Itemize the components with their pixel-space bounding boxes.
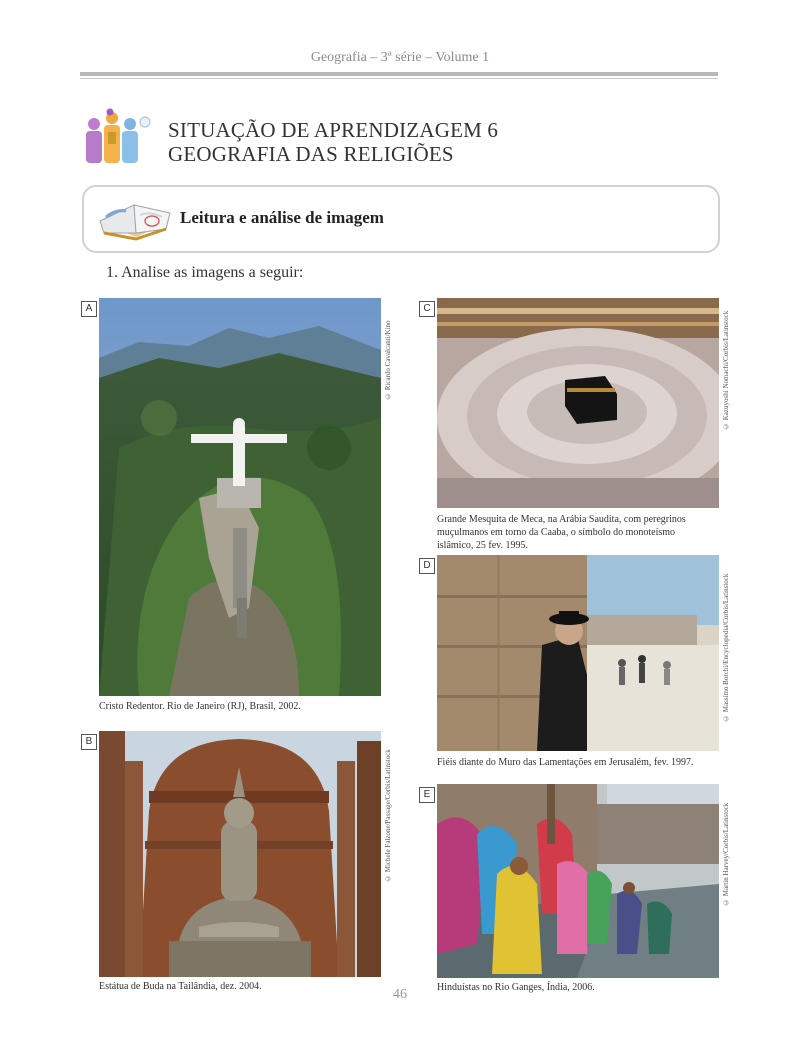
open-book-icon — [96, 193, 176, 245]
figure-letter-b: B — [81, 734, 97, 750]
caption-c-line2: muçulmanos em torno da Caaba, o símbolo do monoteísmo — [437, 527, 676, 538]
photo-christ-redeemer — [99, 298, 381, 696]
caption-c-line3: islâmico, 25 fev. 1995. — [437, 540, 529, 551]
caption-c — [437, 513, 686, 552]
section-box — [82, 185, 720, 253]
caption-a: Cristo Redentor. Rio de Janeiro (RJ), Brasil, 2002. — [99, 701, 301, 712]
figure-letter-d: D — [419, 558, 435, 574]
figure-letter-c: C — [419, 301, 435, 317]
page-title: SITUAÇÃO DE APRENDIZAGEM 6 — [168, 118, 499, 142]
photo-credit-e: © Martin Harvey/Corbis/Latinstock — [722, 802, 730, 906]
figure-letter-e: E — [419, 787, 435, 803]
photo-western-wall — [437, 555, 719, 751]
running-head: Geografia – 3ª série – Volume 1 — [310, 50, 490, 65]
photo-credit-d: © Massimo Borchi/Encyclopedia/Corbis/Latinstock — [722, 573, 730, 722]
section-title: Leitura e análise de imagem — [180, 208, 384, 227]
page-number: 46 — [393, 987, 407, 1002]
page-subtitle: GEOGRAFIA DAS RELIGIÕES — [168, 142, 454, 166]
photo-buddha-statue — [99, 731, 381, 977]
photo-credit-c: © Kazuyoshi Nomachi/Corbis/Latinstock — [722, 310, 730, 430]
caption-c-line1: Grande Mesquita de Meca, na Arábia Saudita, com peregrinos — [437, 514, 686, 525]
question-text: 1. Analise as imagens a seguir: — [106, 264, 304, 281]
figure-letter-a: A — [81, 301, 97, 317]
caption-e: Hinduístas no Rio Ganges, Índia, 2006. — [437, 982, 595, 993]
photo-mecca-mosque — [437, 298, 719, 508]
photo-ganges-river — [437, 784, 719, 978]
caption-d: Fiéis diante do Muro das Lamentações em Jerusalém, fev. 1997. — [437, 757, 694, 768]
photo-credit-a: © Ricardo Cavalcanti/Kino — [384, 320, 392, 400]
caption-b: Estátua de Buda na Tailândia, dez. 2004. — [99, 981, 262, 992]
header-rule-thin — [80, 78, 718, 79]
people-group-icon — [82, 108, 152, 168]
photo-credit-b: © Michele Falzone/Passage/Corbis/Latinstock — [384, 749, 392, 882]
header-rule — [80, 72, 718, 76]
